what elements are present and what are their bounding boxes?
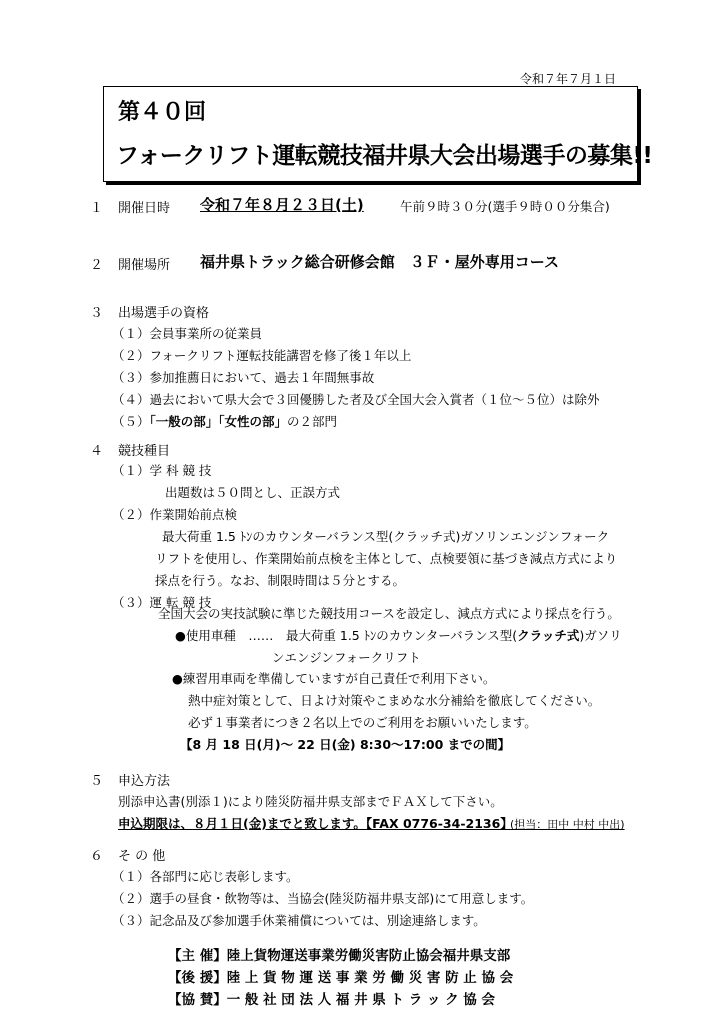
inspection-text: 採点を行う。なお、制限時間は５分とする。: [155, 573, 406, 588]
qualification-item: （４）過去において県大会で３回優勝した者及び全国大会入賞者（１位～５位）は除外: [112, 392, 600, 407]
vehicle-type: [175, 626, 622, 644]
event-date: 令和７年８月２３日(土): [200, 196, 364, 214]
driving-text: 全国大会の実技試験に準じた競技用コースを設定し、減点方式により採点を行う。: [158, 606, 620, 621]
application-method: 別添申込書(別添１)により陸災防福井県支部までＦＡＸして下さい。: [118, 794, 503, 809]
title-edition: 第４０回: [118, 100, 207, 125]
inspection-text: リフトを使用し、作業開始前点検を主体として、点検要領に基づき減点方式により: [155, 551, 618, 566]
section-1-heading: 開催日時: [118, 201, 171, 216]
vehicle-type-prefix: ●使用車種 …… 最大荷重 1.5 ﾄﾝのカウンターバランス型(: [175, 628, 518, 643]
other-item: （３）記念品及び参加選手休業補償については、別途連絡します。: [112, 913, 486, 928]
event-driving: （３）運 転 競 技: [112, 595, 212, 610]
other-item: （１）各部門に応じ表彰します。: [112, 869, 299, 884]
qualification-item: （２）フォークリフト運転技能講習を修了後１年以上: [112, 348, 412, 363]
contact-persons: (担当：田中 中村 中出): [510, 818, 625, 831]
section-1-number: １: [90, 201, 104, 216]
usage-request: 必ず１事業者につき２名以上でのご利用をお願いいたします。: [188, 715, 537, 730]
section-3-heading: 出場選手の資格: [118, 306, 210, 321]
organizer-support: 【後 援】陸 上 貨 物 運 送 事 業 労 働 災 害 防 止 協 会: [168, 970, 514, 986]
organizer-host: 【主 催】陸上貨物運送事業労働災害防止協会福井県支部: [168, 948, 511, 964]
event-time: 午前９時３０分(選手９時００分集合): [400, 199, 610, 214]
issue-date: 令和７年７月１日: [520, 72, 617, 86]
section-3-number: ３: [90, 306, 104, 321]
title-box: [103, 86, 653, 182]
section-6-number: ６: [90, 849, 104, 864]
practice-vehicle: ●練習用車両を準備していますが自己責任で利用下さい。: [172, 671, 496, 686]
section-4-heading: 競技種目: [118, 444, 171, 459]
page-title: フォークリフト運転競技福井県大会出場選手の募集!!: [116, 143, 653, 169]
vehicle-clutch-type: クラッチ式: [517, 628, 580, 643]
vehicle-type-suffix: )ガソリ: [579, 628, 622, 643]
section-6-heading: そ の 他: [118, 849, 166, 864]
section-2-heading: 開催場所: [118, 258, 171, 273]
venue: 福井県トラック総合研修会館 ３Ｆ・屋外専用コース: [200, 253, 559, 271]
qualification-item: （１）会員事業所の従業員: [112, 326, 263, 341]
qualification-item: （３）参加推薦日において、過去１年間無事故: [112, 370, 375, 385]
vehicle-type-cont: ンエンジンフォークリフト: [272, 650, 421, 665]
qualification-item-number: （５）: [112, 414, 150, 429]
qualification-item: [112, 412, 337, 430]
section-5-number: ５: [90, 774, 104, 789]
application-deadline: 申込期限は、８月１日(金)までと致します。【FAX 0776-34-2136】: [118, 816, 513, 831]
heat-measures: 熱中症対策として、日よけ対策やこまめな水分補給を徹底してください。: [188, 693, 601, 708]
other-item: （２）選手の昼食・飲物等は、当協会(陸災防福井県支部)にて用意します。: [112, 891, 534, 906]
section-2-number: ２: [90, 258, 104, 273]
written-test-text: 出題数は５０問とし、正誤方式: [165, 485, 341, 500]
qualification-item-suffix: の２部門: [287, 414, 338, 429]
event-written-test: （１）学 科 競 技: [112, 463, 212, 478]
organizer-sponsor: 【協 賛】一 般 社 団 法 人 福 井 県 ト ラ ッ ク 協 会: [168, 992, 495, 1008]
inspection-text: 最大荷重 1.5 ﾄﾝのカウンターバランス型(クラッチ式)ガソリンエンジンフォーク: [162, 529, 610, 544]
section-4-number: ４: [90, 444, 104, 459]
section-5-heading: 申込方法: [118, 774, 171, 789]
qualification-categories: 「一般の部」「女性の部」: [149, 414, 288, 429]
practice-period: 【8 月 18 日(月)～ 22 日(金) 8:30～17:00 までの間】: [180, 737, 511, 752]
event-inspection: （２）作業開始前点検: [112, 507, 238, 522]
